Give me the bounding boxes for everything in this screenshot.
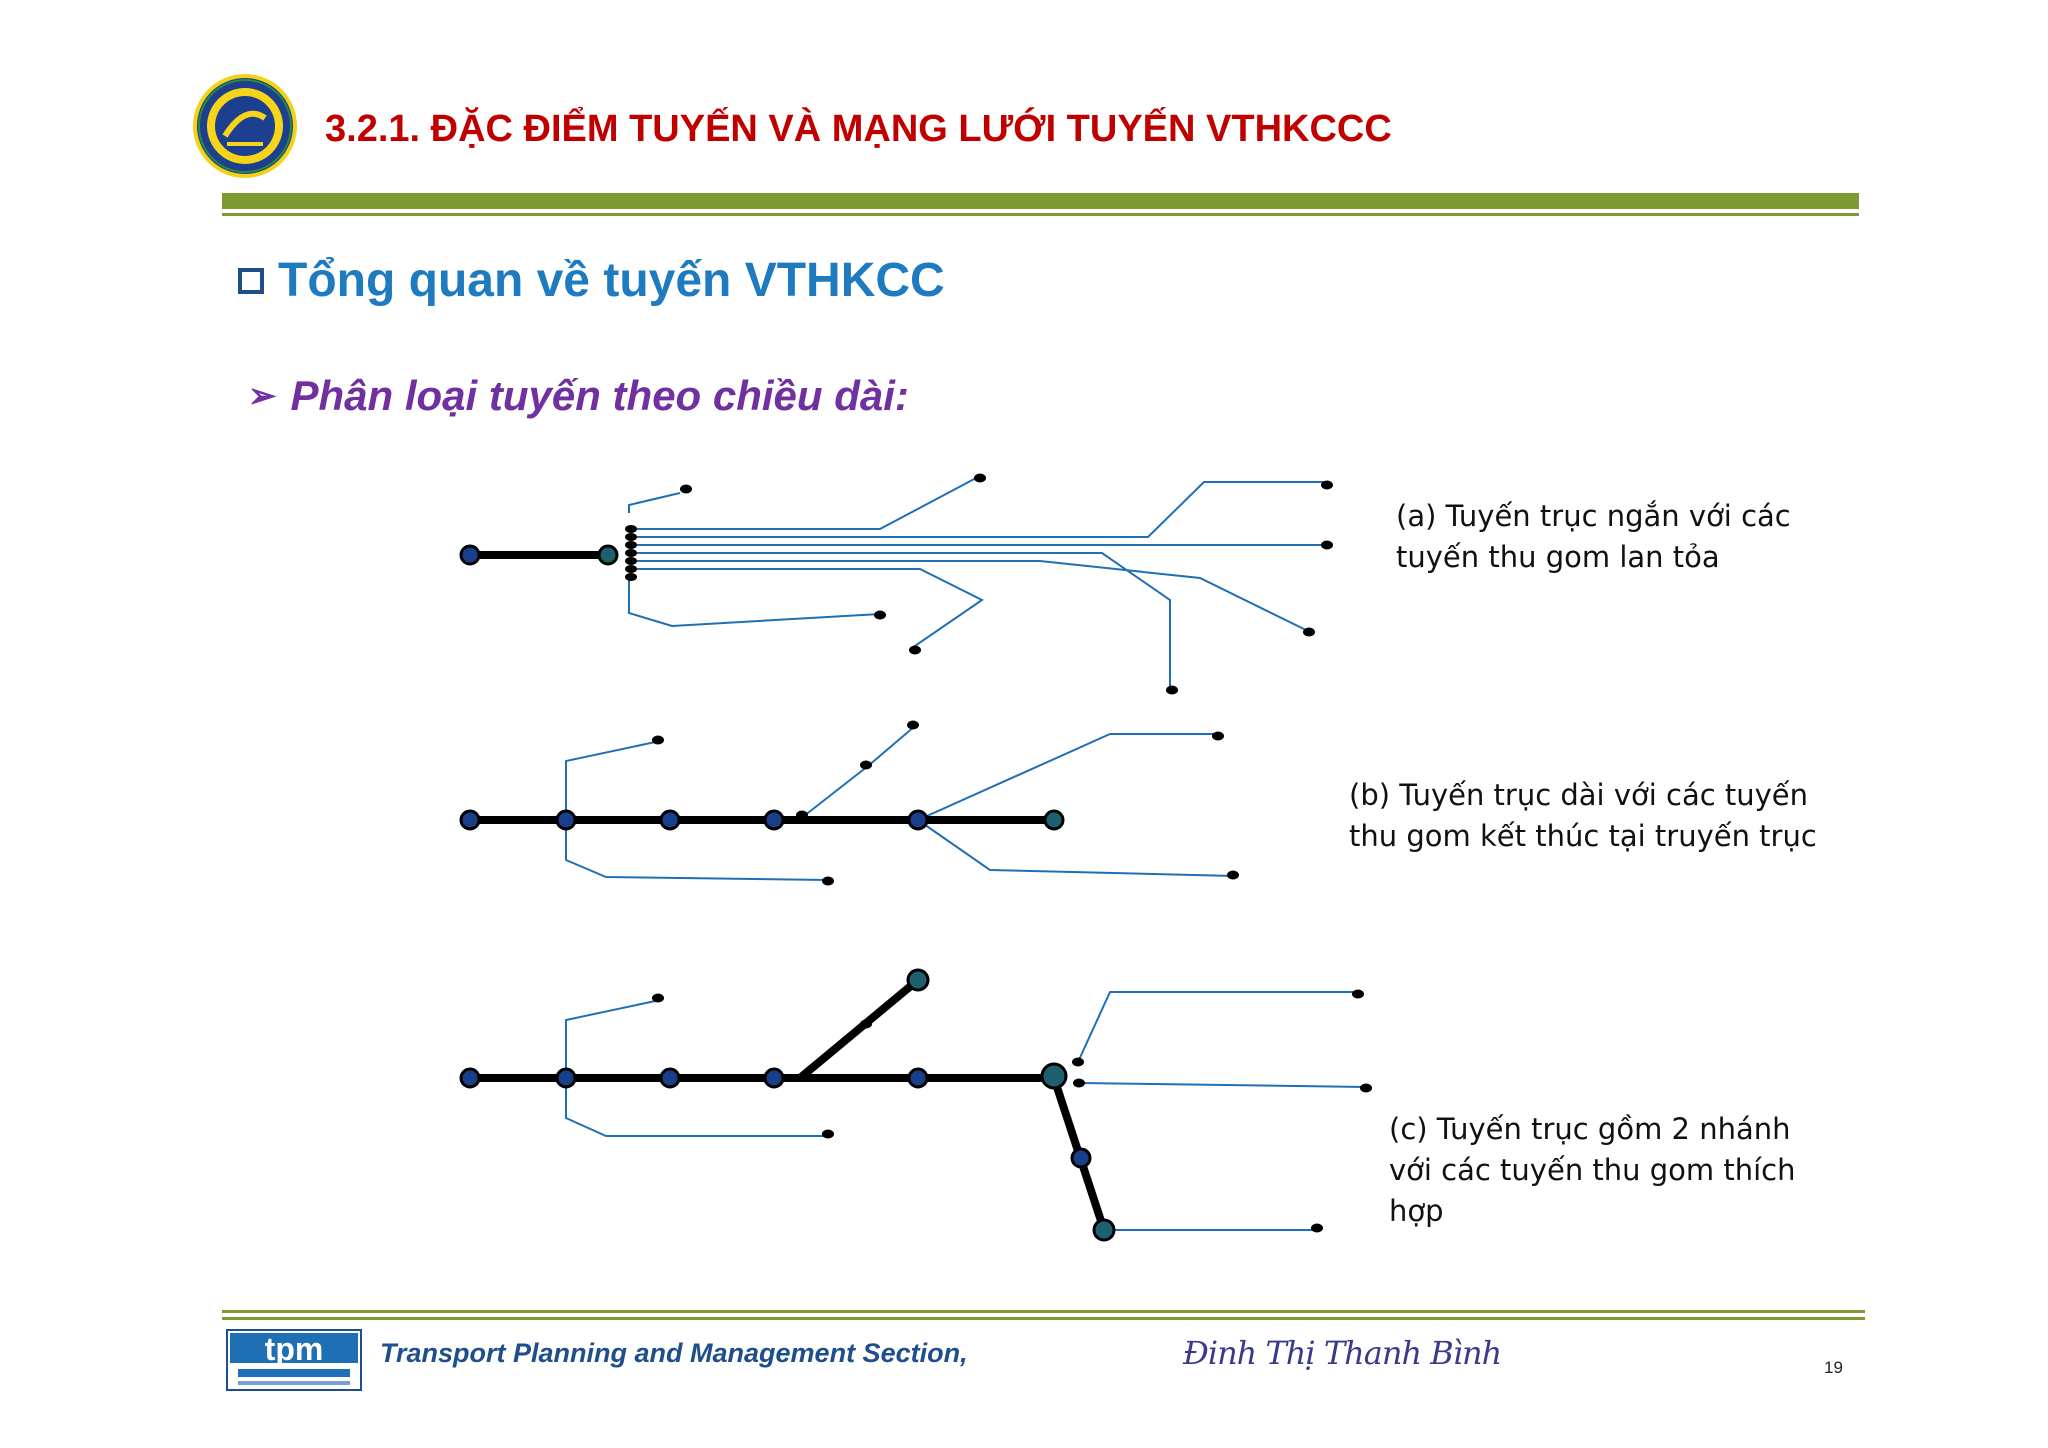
caption-b-line-1: (b) Tuyến trục dài với các tuyến — [1349, 778, 1809, 812]
caption-a-line-2: tuyến thu gom lan tỏa — [1396, 540, 1720, 574]
diagram-c-endpoints — [652, 990, 1372, 1233]
slide-title: 3.2.1. ĐẶC ĐIỂM TUYẾN VÀ MẠNG LƯỚI TUYẾN VTHKCCC — [325, 108, 1392, 150]
caption-a — [1396, 496, 1791, 578]
section-heading-text: Tổng quan về tuyến VTHKCC — [278, 254, 945, 307]
diagram-a — [461, 474, 1333, 695]
caption-b-line-2: thu gom kết thúc tại truyến trục — [1349, 819, 1817, 853]
diagram-c-nodes — [461, 970, 1114, 1240]
caption-b — [1349, 775, 1817, 857]
diagram-c — [461, 970, 1372, 1240]
diagram-b-feeder-lines — [566, 726, 1234, 880]
caption-a-line-1: (a) Tuyến trục ngắn với các — [1396, 499, 1791, 533]
caption-c — [1389, 1109, 1796, 1232]
svg-text:tpm: tpm — [264, 1331, 324, 1367]
diagram-a-endpoints — [680, 474, 1333, 695]
footer-section-text: Transport Planning and Management Section, — [380, 1338, 968, 1368]
diagram-a-feeder-lines — [629, 477, 1330, 690]
footer-bar — [222, 1310, 1865, 1313]
caption-c-line-2: với các tuyến thu gom thích — [1389, 1153, 1796, 1187]
footer-bar-line — [222, 1317, 1865, 1320]
diagram-b — [461, 721, 1239, 886]
diagram-b-endpoints — [652, 721, 1239, 886]
caption-c-line-3: hợp — [1389, 1194, 1444, 1228]
arrow-bullet-icon: ➢ — [248, 377, 277, 415]
caption-c-line-1: (c) Tuyến trục gồm 2 nhánh — [1389, 1112, 1791, 1146]
page-number: 19 — [1824, 1358, 1843, 1377]
sub-heading-text: Phân loại tuyến theo chiều dài: — [290, 372, 909, 419]
diagram-c-feeder-lines — [566, 992, 1366, 1230]
author-signature: Đinh Thị Thanh Bình — [1183, 1334, 1502, 1372]
tpm-logo — [226, 1329, 362, 1391]
